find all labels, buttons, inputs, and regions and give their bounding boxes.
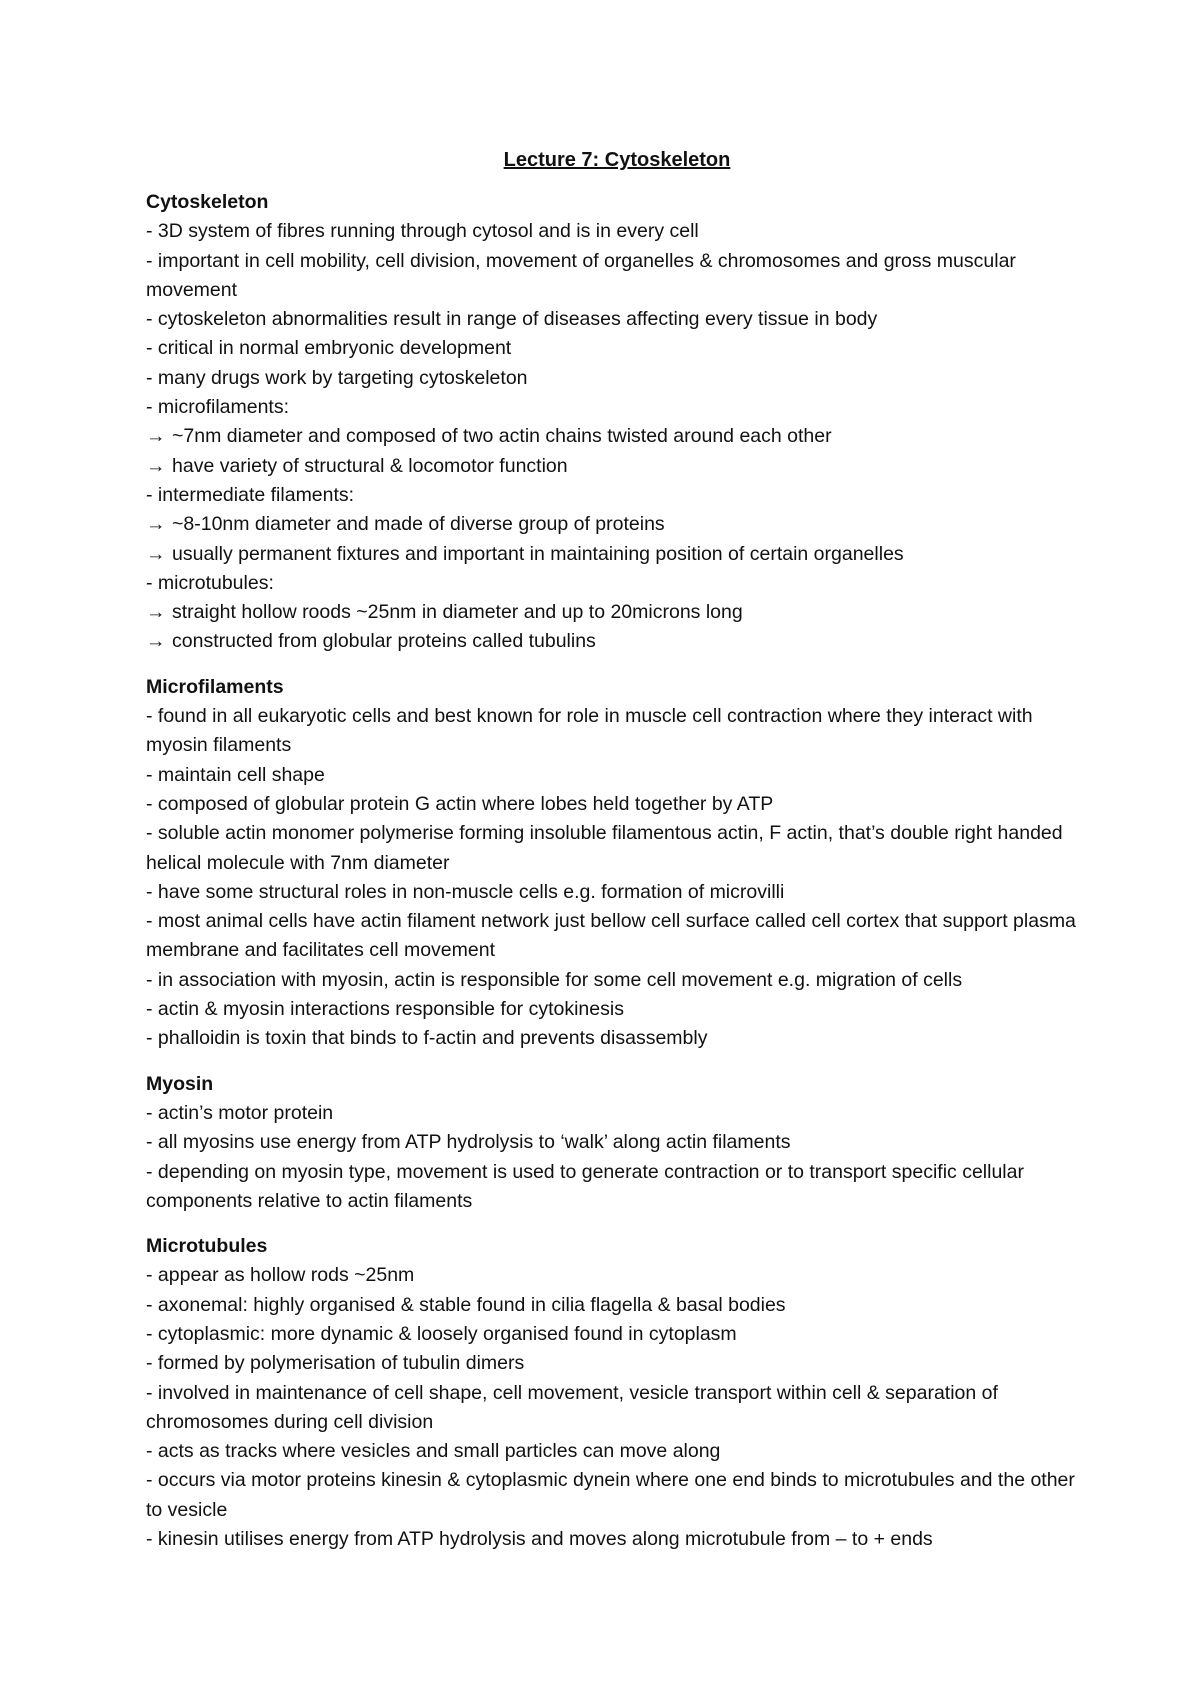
arrow-list-item-text: ~8-10nm diameter and made of diverse group of proteins xyxy=(172,513,665,536)
arrow-list-item-text: constructed from globular proteins called tubulins xyxy=(172,630,596,653)
arrow-list-item xyxy=(146,598,1076,627)
section-microtubules xyxy=(146,1232,1076,1554)
list-item: - depending on myosin type, movement is used to generate contraction or to transport specific cellular components relative to actin filaments xyxy=(146,1160,1024,1212)
list-item: - 3D system of fibres running through cytosol and is in every cell xyxy=(146,220,699,243)
list-item: - composed of globular protein G actin where lobes held together by ATP xyxy=(146,792,774,815)
arrow-list-item xyxy=(146,422,1076,451)
list-item: - found in all eukaryotic cells and best known for role in muscle cell contraction where they interact with myosin filaments xyxy=(146,705,1033,757)
list-item: - acts as tracks where vesicles and small particles can move along xyxy=(146,1440,721,1463)
list-item: - important in cell mobility, cell division, movement of organelles & chromosomes and gross muscular movement xyxy=(146,249,1016,301)
arrow-list-item xyxy=(146,510,1076,539)
list-item: - kinesin utilises energy from ATP hydrolysis and moves along microtubule from – to + ends xyxy=(146,1528,933,1551)
list-item: - axonemal: highly organised & stable found in cilia flagella & basal bodies xyxy=(146,1293,786,1316)
list-item: - microtubules: xyxy=(146,571,274,594)
arrow-right-icon: → xyxy=(146,630,166,653)
section-heading: Cytoskeleton xyxy=(146,191,269,213)
section-heading: Microtubules xyxy=(146,1235,268,1258)
document-page xyxy=(146,146,1076,1570)
list-item: - involved in maintenance of cell shape, cell movement, vesicle transport within cell & separation of chromosomes during cell division xyxy=(146,1381,998,1433)
list-item: - have some structural roles in non-muscle cells e.g. formation of microvilli xyxy=(146,880,785,903)
section-heading: Microfilaments xyxy=(146,675,284,698)
list-item: - appear as hollow rods ~25nm xyxy=(146,1264,415,1287)
list-item: - occurs via motor proteins kinesin & cytoplasmic dynein where one end binds to microtubules and the other to vesicle xyxy=(146,1469,1075,1521)
arrow-right-icon: → xyxy=(146,601,166,624)
section-myosin xyxy=(146,1070,1076,1216)
list-item: - soluble actin monomer polymerise forming insoluble filamentous actin, F actin, that’s double right handed helical molecule with 7nm diameter xyxy=(146,822,1063,874)
arrow-right-icon: → xyxy=(146,454,166,477)
list-item: - actin & myosin interactions responsible for cytokinesis xyxy=(146,998,624,1021)
list-item: - phalloidin is toxin that binds to f-actin and prevents disassembly xyxy=(146,1027,708,1050)
list-item: - cytoplasmic: more dynamic & loosely organised found in cytoplasm xyxy=(146,1322,737,1345)
arrow-list-item-text: usually permanent fixtures and important in maintaining position of certain organelles xyxy=(172,542,904,565)
arrow-list-item-text: straight hollow roods ~25nm in diameter and up to 20microns long xyxy=(172,601,743,624)
arrow-list-item-text: have variety of structural & locomotor function xyxy=(172,454,568,477)
list-item: - intermediate filaments: xyxy=(146,483,355,506)
list-item: - microfilaments: xyxy=(146,396,290,419)
list-item: - maintain cell shape xyxy=(146,763,325,786)
document-body xyxy=(146,188,1076,1554)
arrow-list-item-text: ~7nm diameter and composed of two actin chains twisted around each other xyxy=(172,425,832,448)
arrow-list-item xyxy=(146,627,1076,656)
arrow-list-item xyxy=(146,540,1076,569)
arrow-right-icon: → xyxy=(146,513,166,536)
list-item: - formed by polymerisation of tubulin dimers xyxy=(146,1352,525,1375)
arrow-list-item xyxy=(146,452,1076,481)
arrow-right-icon: → xyxy=(146,542,166,565)
arrow-right-icon: → xyxy=(146,425,166,448)
document-title: Lecture 7: Cytoskeleton xyxy=(503,149,731,171)
section-heading: Myosin xyxy=(146,1072,214,1095)
section-cytoskeleton xyxy=(146,188,1076,657)
list-item: - most animal cells have actin filament network just bellow cell surface called cell cortex that support plasma membrane and facilitates cell movement xyxy=(146,910,1076,962)
list-item: - all myosins use energy from ATP hydrolysis to ‘walk’ along actin filaments xyxy=(146,1131,791,1154)
section-microfilaments xyxy=(146,673,1076,1054)
list-item: - in association with myosin, actin is responsible for some cell movement e.g. migration of cells xyxy=(146,968,963,991)
list-item: - many drugs work by targeting cytoskeleton xyxy=(146,366,528,389)
list-item: - actin’s motor protein xyxy=(146,1101,334,1124)
list-item: - cytoskeleton abnormalities result in range of diseases affecting every tissue in body xyxy=(146,308,878,331)
list-item: - critical in normal embryonic development xyxy=(146,337,512,360)
